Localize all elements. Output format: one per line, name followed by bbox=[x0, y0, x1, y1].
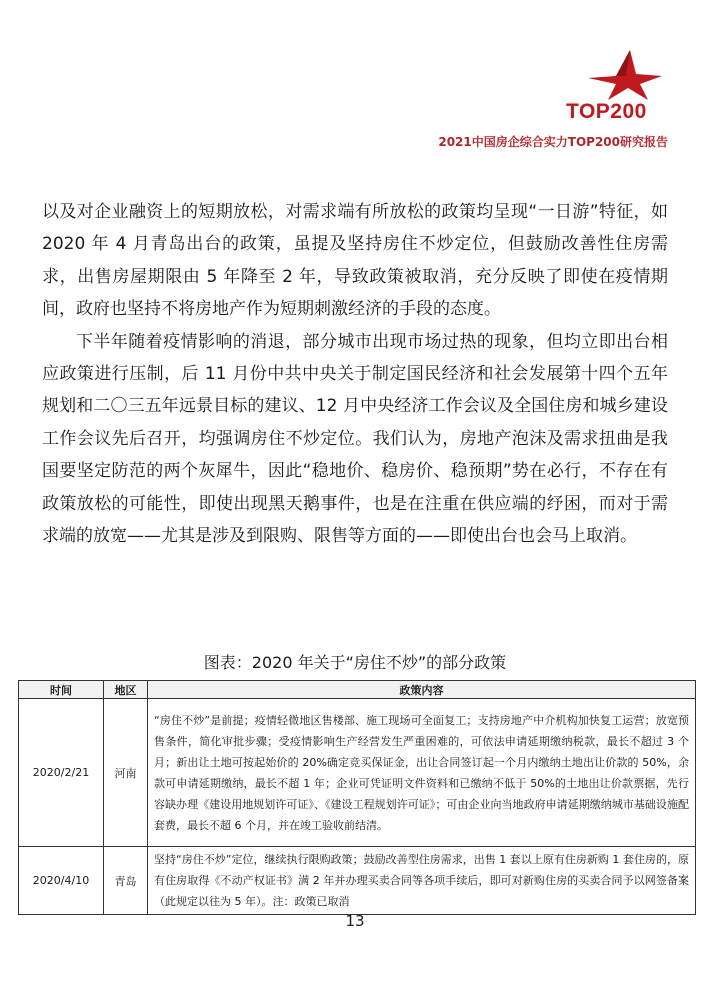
body-text bbox=[42, 196, 668, 552]
column-header-date: 时间 bbox=[19, 681, 104, 699]
column-header-content: 政策内容 bbox=[148, 681, 696, 699]
top200-logo bbox=[560, 46, 672, 126]
paragraph: 下半年随着疫情影响的消退，部分城市出现市场过热的现象，但均立即出台相应政策进行压制，后 11 月份中共中央关于制定国民经济和社会发展第十四个五年规划和二〇三五年远景目标的建议、12 月中央经济工作会议及全国住房和城乡建设工作会议先后召开，均强调房住不炒定位。我们认为，房地产泡沫及需求扭曲是我国要坚定防范的两个灰犀牛，因此“稳地价、稳房价、稳预期”势在必行，不存在有政策放松的可能性，即使出现黑天鹅事件，也是在注重在供应端的纾困，而对于需求端的放宽——尤其是涉及到限购、限售等方面的——即使出台也会马上取消。 bbox=[42, 331, 668, 547]
cell-content: 坚持“房住不炒”定位，继续执行限购政策；鼓励改善型住房需求，出售 1 套以上原有住房新购 1 套住房的，原有住房取得《不动产权证书》满 2 年并办理买卖合同等各项手续后，即可对新购住房的买卖合同予以网签备案（此规定以往为 5 年）。注：政策已取消 bbox=[148, 847, 696, 915]
table-row bbox=[19, 847, 696, 915]
cell-region: 青岛 bbox=[104, 847, 148, 915]
cell-content: “房住不炒”是前提；疫情轻微地区售楼部、施工现场可全面复工；支持房地产中介机构加快复工运营；放宽预售条件，简化审批步骤；受疫情影响生产经营发生严重困难的，可依法申请延期缴纳税款，最长不超过 3 个月；新出让土地可按起始价的 20%确定竞买保证金，出让合同签订起一个月内缴纳土地出让价款的 50%，余款可申请延期缴纳，最长不超 1 年；企业可凭证明文件资料和已缴纳不低于 50%的土地出让价款票据，先行容缺办理《建设用地规划许可证》、《建设工程规划许可证》；可由企业向当地政府申请延期缴纳城市基础设施配套费，最长不超 6 个月，并在竣工验收前结清。 bbox=[148, 699, 696, 847]
column-header-region: 地区 bbox=[104, 681, 148, 699]
paragraph: 以及对企业融资上的短期放松，对需求端有所放松的政策均呈现“一日游”特征，如 2020 年 4 月青岛出台的政策，虽提及坚持房住不炒定位，但鼓励改善性住房需求，出售房屋期限由 5 年降至 2 年，导致政策被取消，充分反映了即使在疫情期间，政府也坚持不将房地产作为短期刺激经济的手段的态度。 bbox=[42, 202, 668, 320]
cell-date: 2020/4/10 bbox=[19, 847, 104, 915]
star-emblem-icon bbox=[586, 46, 664, 102]
policy-table bbox=[18, 680, 696, 915]
cell-region: 河南 bbox=[104, 699, 148, 847]
report-title: 2021中国房企综合实力TOP200研究报告 bbox=[438, 135, 668, 149]
table-row bbox=[19, 699, 696, 847]
logo-text: TOP200 bbox=[566, 100, 647, 123]
table-header-row bbox=[19, 681, 696, 699]
figure-title: 图表：2020 年关于“房住不炒”的部分政策 bbox=[203, 653, 507, 672]
cell-date: 2020/2/21 bbox=[19, 699, 104, 847]
page-number: 13 bbox=[345, 912, 365, 930]
